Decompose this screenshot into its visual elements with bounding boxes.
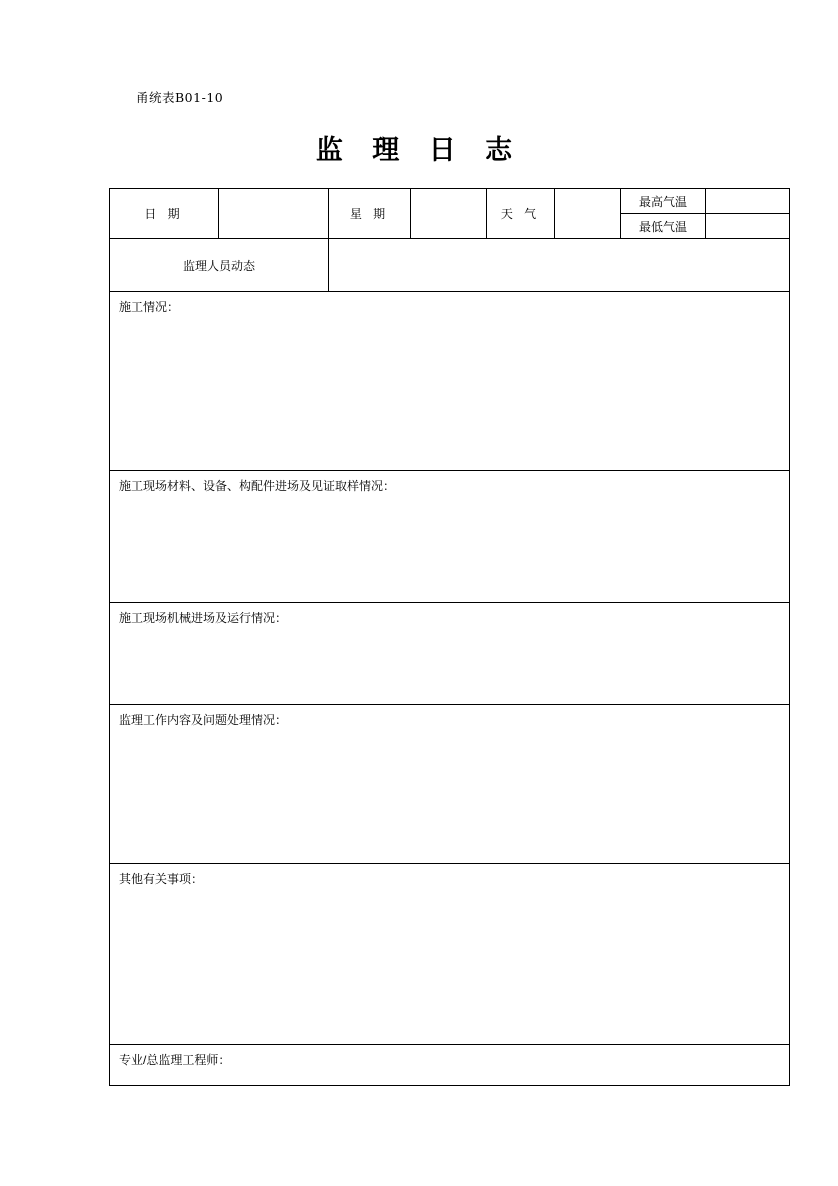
signature-label: 专业/总监理工程师： [119, 1053, 231, 1067]
weather-label: 天 气 [487, 189, 555, 239]
temp-low-value[interactable] [706, 214, 790, 239]
table-row-personnel [110, 239, 790, 292]
weekday-label: 星 期 [329, 189, 411, 239]
machinery-label: 施工现场机械进场及运行情况： [119, 611, 288, 625]
date-label: 日 期 [110, 189, 219, 239]
date-value[interactable] [219, 189, 329, 239]
table-row-materials [110, 471, 790, 603]
work-content-cell[interactable] [110, 705, 790, 864]
table-row-work-content [110, 705, 790, 864]
materials-label: 施工现场材料、设备、构配件进场及见证取样情况： [119, 479, 396, 493]
other-matters-label: 其他有关事项： [119, 872, 204, 886]
table-row-machinery [110, 603, 790, 705]
construction-label: 施工情况： [119, 300, 180, 314]
table-row-signature [110, 1045, 790, 1086]
temp-high-label: 最高气温 [621, 189, 706, 214]
supervision-log-table [109, 188, 790, 1086]
form-code: 甬统表B01-10 [136, 90, 224, 105]
personnel-label: 监理人员动态 [110, 239, 329, 292]
weather-value[interactable] [555, 189, 621, 239]
work-content-label: 监理工作内容及问题处理情况： [119, 713, 288, 727]
other-matters-cell[interactable] [110, 864, 790, 1045]
page-title: 监 理 日 志 [315, 135, 523, 166]
signature-cell[interactable] [110, 1045, 790, 1086]
weekday-value[interactable] [411, 189, 487, 239]
machinery-cell[interactable] [110, 603, 790, 705]
personnel-value[interactable] [329, 239, 790, 292]
table-row-header [110, 189, 790, 214]
table-row-other-matters [110, 864, 790, 1045]
temp-low-label: 最低气温 [621, 214, 706, 239]
materials-cell[interactable] [110, 471, 790, 603]
construction-cell[interactable] [110, 292, 790, 471]
temp-high-value[interactable] [706, 189, 790, 214]
table-row-construction [110, 292, 790, 471]
